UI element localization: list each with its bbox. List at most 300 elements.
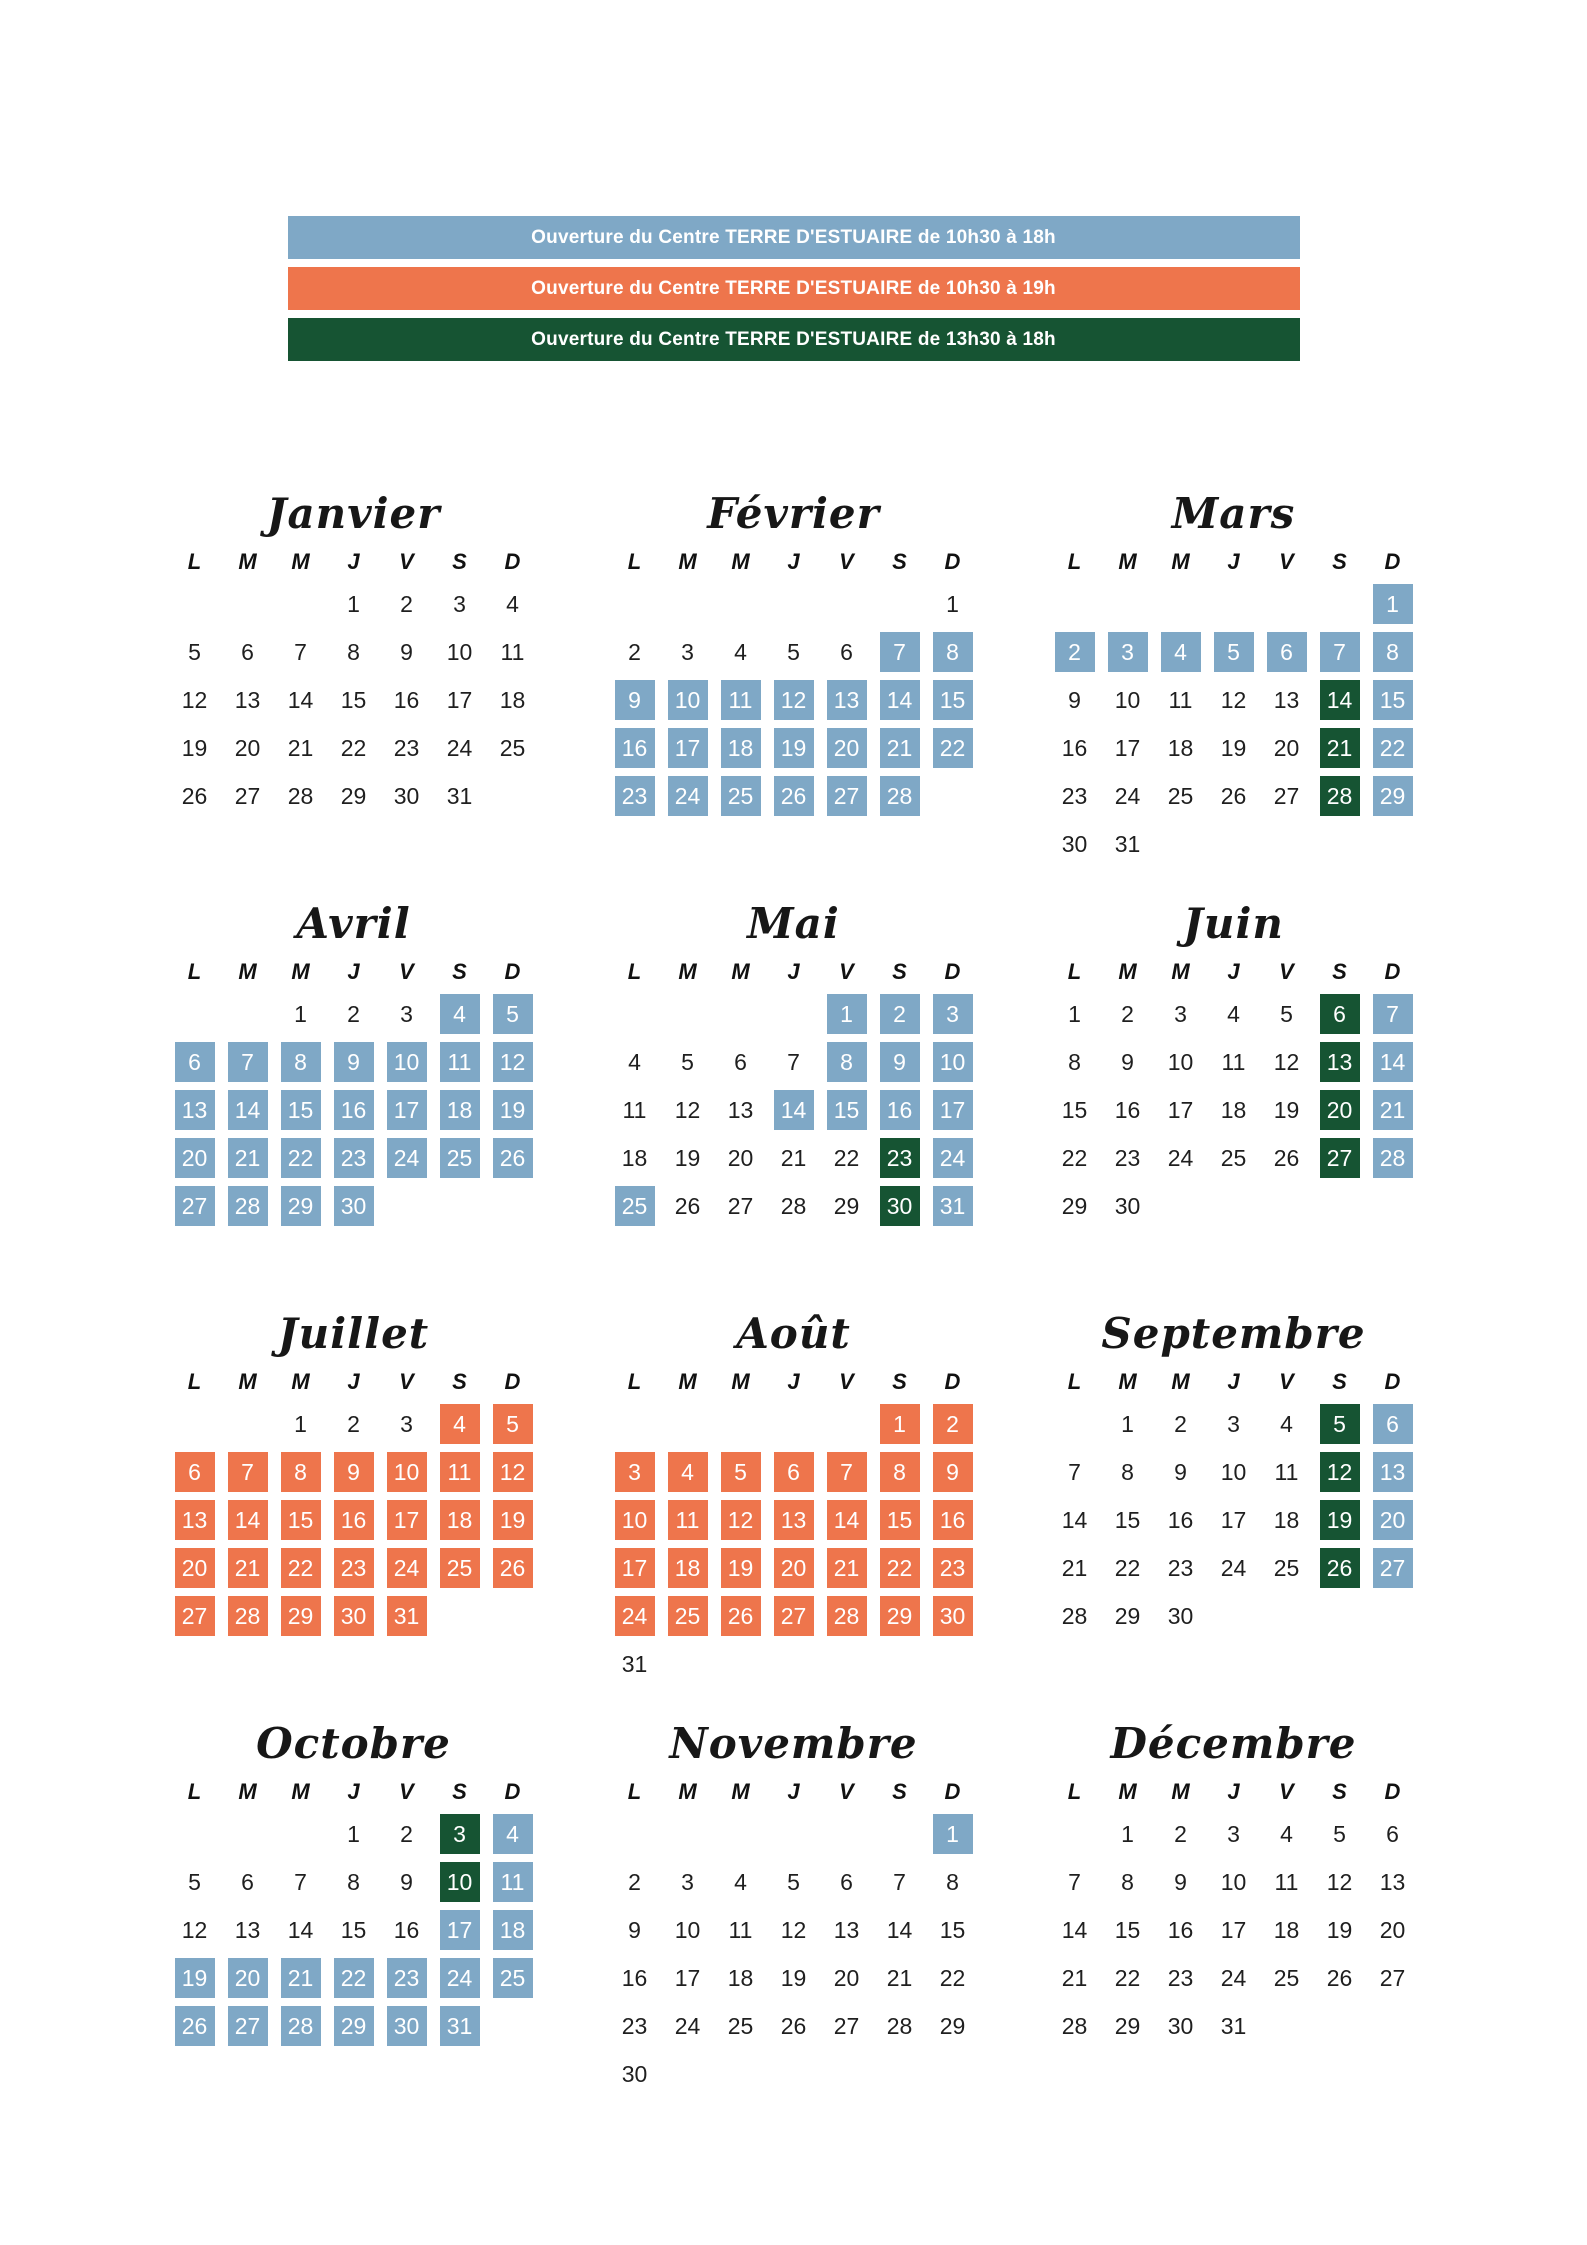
empty-cell xyxy=(1055,1814,1095,1854)
day-cell: 5 xyxy=(188,638,201,665)
day-cell: 12 xyxy=(780,1916,807,1943)
day-cell: 24 xyxy=(933,1138,973,1178)
day-cell: 17 xyxy=(446,686,473,713)
day-cell: 19 xyxy=(780,1964,807,1991)
weekday-header-row xyxy=(175,1370,533,1394)
day-cell: 18 xyxy=(1167,734,1194,761)
empty-cell xyxy=(774,1814,814,1854)
weekday-header: J xyxy=(347,1779,360,1804)
day-cell: 7 xyxy=(294,1868,307,1895)
day-cell: 27 xyxy=(228,2006,268,2046)
day-cell: 14 xyxy=(827,1500,867,1540)
legend-bar-13h30-18h xyxy=(288,318,1300,361)
day-cell: 25 xyxy=(499,734,526,761)
day-cell: 10 xyxy=(668,680,708,720)
day-cell: 12 xyxy=(774,680,814,720)
day-cell: 7 xyxy=(1068,1458,1081,1485)
day-cell: 5 xyxy=(721,1452,761,1492)
day-cell: 16 xyxy=(621,1964,648,1991)
day-cell: 4 xyxy=(628,1048,641,1075)
day-cell: 12 xyxy=(721,1500,761,1540)
day-cell: 22 xyxy=(281,1548,321,1588)
empty-cell xyxy=(721,584,761,624)
day-cell: 3 xyxy=(453,590,466,617)
day-cell: 4 xyxy=(440,1404,480,1444)
legend-label-13h30-18h: Ouverture du Centre TERRE D'ESTUAIRE de 13h30 à 18h xyxy=(531,328,1056,350)
weekday-header: M xyxy=(1118,959,1137,984)
day-cell: 4 xyxy=(1280,1410,1293,1437)
day-cell: 4 xyxy=(668,1452,708,1492)
weekday-header: M xyxy=(238,1779,257,1804)
weekday-header: J xyxy=(1227,1779,1240,1804)
day-cell: 1 xyxy=(347,1820,360,1847)
weekday-header: L xyxy=(187,1369,202,1394)
month-title-mai: Mai xyxy=(747,899,840,948)
day-cell: 17 xyxy=(387,1500,427,1540)
day-cell: 19 xyxy=(493,1090,533,1130)
days-grid xyxy=(1055,1814,1413,2046)
day-cell: 25 xyxy=(668,1596,708,1636)
day-cell: 22 xyxy=(933,728,973,768)
day-cell: 27 xyxy=(727,1192,754,1219)
day-cell: 28 xyxy=(1061,2012,1088,2039)
day-cell: 10 xyxy=(674,1916,701,1943)
day-cell: 20 xyxy=(228,1958,268,1998)
weekday-header: M xyxy=(678,1779,697,1804)
day-cell: 7 xyxy=(827,1452,867,1492)
empty-cell xyxy=(615,584,655,624)
day-cell: 13 xyxy=(833,1916,860,1943)
empty-cell xyxy=(827,1404,867,1444)
day-cell: 10 xyxy=(1220,1868,1247,1895)
empty-cell xyxy=(668,1814,708,1854)
weekday-header: J xyxy=(787,549,800,574)
weekday-header: D xyxy=(504,549,521,574)
day-cell: 27 xyxy=(1373,1548,1413,1588)
day-cell: 9 xyxy=(1174,1458,1187,1485)
day-cell: 18 xyxy=(621,1144,648,1171)
day-cell: 13 xyxy=(827,680,867,720)
empty-cell xyxy=(774,994,814,1034)
empty-cell xyxy=(880,1814,920,1854)
day-cell: 20 xyxy=(1373,1500,1413,1540)
day-cell: 30 xyxy=(393,782,420,809)
day-cell: 1 xyxy=(1121,1820,1134,1847)
weekday-header: V xyxy=(1279,1779,1294,1804)
day-cell: 29 xyxy=(939,2012,966,2039)
day-cell: 2 xyxy=(1121,1000,1134,1027)
day-cell: 1 xyxy=(347,590,360,617)
day-cell: 12 xyxy=(1273,1048,1300,1075)
day-cell: 16 xyxy=(1167,1916,1194,1943)
day-cell: 14 xyxy=(1320,680,1360,720)
day-cell: 24 xyxy=(1167,1144,1194,1171)
day-cell: 30 xyxy=(334,1596,374,1636)
day-cell: 15 xyxy=(933,680,973,720)
weekday-header: L xyxy=(1067,1369,1082,1394)
month-janvier xyxy=(175,486,533,864)
weekday-header: V xyxy=(399,1369,414,1394)
day-cell: 1 xyxy=(1373,584,1413,624)
empty-cell xyxy=(827,584,867,624)
day-cell: 29 xyxy=(833,1192,860,1219)
day-cell: 25 xyxy=(721,776,761,816)
day-cell: 9 xyxy=(880,1042,920,1082)
day-cell: 20 xyxy=(833,1964,860,1991)
empty-cell xyxy=(615,994,655,1034)
day-cell: 8 xyxy=(1373,632,1413,672)
day-cell: 20 xyxy=(175,1138,215,1178)
day-cell: 10 xyxy=(1167,1048,1194,1075)
day-cell: 17 xyxy=(1220,1506,1247,1533)
day-cell: 8 xyxy=(933,632,973,672)
day-cell: 1 xyxy=(294,1410,307,1437)
empty-cell xyxy=(721,1814,761,1854)
empty-cell xyxy=(827,1814,867,1854)
weekday-header-row xyxy=(1055,1780,1413,1804)
day-cell: 9 xyxy=(1174,1868,1187,1895)
day-cell: 26 xyxy=(1220,782,1247,809)
day-cell: 16 xyxy=(334,1090,374,1130)
day-cell: 22 xyxy=(281,1138,321,1178)
weekday-header: J xyxy=(1227,959,1240,984)
day-cell: 9 xyxy=(400,638,413,665)
weekday-header: V xyxy=(399,549,414,574)
day-cell: 30 xyxy=(933,1596,973,1636)
day-cell: 15 xyxy=(1373,680,1413,720)
day-cell: 23 xyxy=(880,1138,920,1178)
weekday-header: M xyxy=(678,549,697,574)
day-cell: 8 xyxy=(1068,1048,1081,1075)
month-juillet xyxy=(175,1306,533,1684)
weekday-header: J xyxy=(347,959,360,984)
weekday-header: M xyxy=(678,959,697,984)
day-cell: 24 xyxy=(1220,1964,1247,1991)
day-cell: 4 xyxy=(506,590,519,617)
day-cell: 26 xyxy=(674,1192,701,1219)
day-cell: 11 xyxy=(728,1916,753,1943)
month-septembre xyxy=(1055,1306,1413,1684)
day-cell: 15 xyxy=(1114,1916,1141,1943)
day-cell: 14 xyxy=(287,1916,314,1943)
day-cell: 25 xyxy=(493,1958,533,1998)
day-cell: 29 xyxy=(1061,1192,1088,1219)
weekday-header: J xyxy=(347,1369,360,1394)
weekday-header: M xyxy=(238,549,257,574)
month-novembre xyxy=(615,1716,973,2094)
day-cell: 26 xyxy=(493,1138,533,1178)
day-cell: 5 xyxy=(493,994,533,1034)
day-cell: 19 xyxy=(181,734,208,761)
day-cell: 29 xyxy=(281,1596,321,1636)
day-cell: 29 xyxy=(281,1186,321,1226)
weekday-header: V xyxy=(1279,1369,1294,1394)
weekday-header: M xyxy=(291,1779,310,1804)
day-cell: 8 xyxy=(827,1042,867,1082)
day-cell: 13 xyxy=(1373,1452,1413,1492)
day-cell: 3 xyxy=(933,994,973,1034)
opening-hours-legend xyxy=(288,216,1300,361)
day-cell: 26 xyxy=(175,2006,215,2046)
day-cell: 18 xyxy=(1273,1916,1300,1943)
day-cell: 10 xyxy=(387,1452,427,1492)
day-cell: 18 xyxy=(727,1964,754,1991)
day-cell: 13 xyxy=(234,1916,261,1943)
day-cell: 6 xyxy=(1320,994,1360,1034)
weekday-header: S xyxy=(1332,959,1347,984)
day-cell: 14 xyxy=(287,686,314,713)
weekday-header: V xyxy=(399,1779,414,1804)
day-cell: 9 xyxy=(1121,1048,1134,1075)
day-cell: 13 xyxy=(175,1500,215,1540)
day-cell: 17 xyxy=(674,1964,701,1991)
weekday-header: L xyxy=(1067,959,1082,984)
weekday-header: M xyxy=(731,959,750,984)
day-cell: 7 xyxy=(880,632,920,672)
weekday-header: M xyxy=(1171,549,1190,574)
day-cell: 31 xyxy=(1114,830,1141,857)
day-cell: 7 xyxy=(1373,994,1413,1034)
day-cell: 12 xyxy=(1320,1452,1360,1492)
day-cell: 22 xyxy=(1114,1554,1141,1581)
days-grid xyxy=(615,994,973,1226)
day-cell: 19 xyxy=(774,728,814,768)
day-cell: 1 xyxy=(933,1814,973,1854)
day-cell: 30 xyxy=(1167,1602,1194,1629)
day-cell: 16 xyxy=(334,1500,374,1540)
weekday-header: L xyxy=(627,1779,642,1804)
days-grid xyxy=(615,1814,973,2094)
day-cell: 30 xyxy=(1114,1192,1141,1219)
day-cell: 11 xyxy=(440,1452,480,1492)
empty-cell xyxy=(1055,584,1095,624)
weekday-header-row xyxy=(1055,960,1413,984)
day-cell: 12 xyxy=(1220,686,1247,713)
day-cell: 5 xyxy=(1214,632,1254,672)
weekday-header: V xyxy=(399,959,414,984)
empty-cell xyxy=(228,584,268,624)
day-cell: 1 xyxy=(880,1404,920,1444)
day-cell: 6 xyxy=(1267,632,1307,672)
day-cell: 16 xyxy=(880,1090,920,1130)
day-cell: 2 xyxy=(628,1868,641,1895)
day-cell: 27 xyxy=(234,782,261,809)
weekday-header: D xyxy=(1384,1779,1401,1804)
day-cell: 21 xyxy=(281,1958,321,1998)
weekday-header: L xyxy=(187,549,202,574)
day-cell: 10 xyxy=(933,1042,973,1082)
day-cell: 4 xyxy=(493,1814,533,1854)
day-cell: 22 xyxy=(334,1958,374,1998)
weekday-header: V xyxy=(839,959,854,984)
day-cell: 8 xyxy=(946,1868,959,1895)
day-cell: 18 xyxy=(440,1090,480,1130)
day-cell: 13 xyxy=(774,1500,814,1540)
weekday-header: M xyxy=(731,1779,750,1804)
day-cell: 25 xyxy=(1273,1964,1300,1991)
weekday-header: L xyxy=(1067,549,1082,574)
weekday-header: V xyxy=(839,1369,854,1394)
weekday-header: M xyxy=(291,549,310,574)
day-cell: 24 xyxy=(440,1958,480,1998)
day-cell: 12 xyxy=(181,686,208,713)
day-cell: 11 xyxy=(721,680,761,720)
empty-cell xyxy=(721,1404,761,1444)
day-cell: 11 xyxy=(1221,1048,1246,1075)
day-cell: 23 xyxy=(1114,1144,1141,1171)
day-cell: 4 xyxy=(734,1868,747,1895)
day-cell: 22 xyxy=(1114,1964,1141,1991)
weekday-header: S xyxy=(892,1369,907,1394)
weekday-header: M xyxy=(291,1369,310,1394)
days-grid xyxy=(175,1404,533,1636)
weekday-header: S xyxy=(1332,549,1347,574)
empty-cell xyxy=(228,1814,268,1854)
empty-cell xyxy=(228,1404,268,1444)
month-juin xyxy=(1055,896,1413,1274)
weekday-header: V xyxy=(839,1779,854,1804)
day-cell: 17 xyxy=(1220,1916,1247,1943)
day-cell: 20 xyxy=(175,1548,215,1588)
day-cell: 12 xyxy=(674,1096,701,1123)
month-octobre xyxy=(175,1716,533,2094)
weekday-header: S xyxy=(452,1369,467,1394)
day-cell: 30 xyxy=(1061,830,1088,857)
weekday-header: M xyxy=(678,1369,697,1394)
day-cell: 15 xyxy=(880,1500,920,1540)
empty-cell xyxy=(668,994,708,1034)
day-cell: 6 xyxy=(241,638,254,665)
day-cell: 30 xyxy=(880,1186,920,1226)
day-cell: 21 xyxy=(780,1144,807,1171)
day-cell: 6 xyxy=(774,1452,814,1492)
day-cell: 31 xyxy=(446,782,473,809)
day-cell: 21 xyxy=(228,1138,268,1178)
day-cell: 17 xyxy=(933,1090,973,1130)
day-cell: 15 xyxy=(281,1090,321,1130)
day-cell: 22 xyxy=(939,1964,966,1991)
weekday-header: M xyxy=(291,959,310,984)
day-cell: 1 xyxy=(946,590,959,617)
day-cell: 5 xyxy=(493,1404,533,1444)
day-cell: 31 xyxy=(933,1186,973,1226)
weekday-header-row xyxy=(175,1780,533,1804)
day-cell: 21 xyxy=(1061,1964,1088,1991)
empty-cell xyxy=(175,1814,215,1854)
day-cell: 24 xyxy=(615,1596,655,1636)
day-cell: 27 xyxy=(827,776,867,816)
weekday-header: L xyxy=(627,959,642,984)
day-cell: 28 xyxy=(281,2006,321,2046)
legend-bar-10h30-19h xyxy=(288,267,1300,310)
day-cell: 22 xyxy=(340,734,367,761)
weekday-header: S xyxy=(452,959,467,984)
day-cell: 28 xyxy=(228,1596,268,1636)
empty-cell xyxy=(1320,584,1360,624)
day-cell: 21 xyxy=(1373,1090,1413,1130)
day-cell: 25 xyxy=(615,1186,655,1226)
empty-cell xyxy=(175,1404,215,1444)
day-cell: 2 xyxy=(1055,632,1095,672)
day-cell: 19 xyxy=(721,1548,761,1588)
weekday-header: M xyxy=(1171,1369,1190,1394)
weekday-header: D xyxy=(1384,1369,1401,1394)
month-mars xyxy=(1055,486,1413,864)
day-cell: 12 xyxy=(181,1916,208,1943)
weekday-header: J xyxy=(347,549,360,574)
day-cell: 6 xyxy=(241,1868,254,1895)
day-cell: 17 xyxy=(668,728,708,768)
month-decembre xyxy=(1055,1716,1413,2094)
weekday-header: L xyxy=(627,549,642,574)
day-cell: 24 xyxy=(446,734,473,761)
day-cell: 14 xyxy=(886,1916,913,1943)
day-cell: 28 xyxy=(780,1192,807,1219)
day-cell: 27 xyxy=(833,2012,860,2039)
day-cell: 24 xyxy=(387,1138,427,1178)
day-cell: 25 xyxy=(1167,782,1194,809)
day-cell: 13 xyxy=(1379,1868,1406,1895)
weekday-header: M xyxy=(1118,549,1137,574)
day-cell: 4 xyxy=(440,994,480,1034)
day-cell: 24 xyxy=(387,1548,427,1588)
day-cell: 19 xyxy=(1326,1916,1353,1943)
day-cell: 11 xyxy=(622,1096,647,1123)
day-cell: 23 xyxy=(615,776,655,816)
day-cell: 29 xyxy=(1373,776,1413,816)
empty-cell xyxy=(774,1404,814,1444)
month-title-juillet: Juillet xyxy=(277,1309,430,1358)
day-cell: 19 xyxy=(175,1958,215,1998)
empty-cell xyxy=(1267,584,1307,624)
weekday-header: L xyxy=(187,1779,202,1804)
day-cell: 14 xyxy=(228,1090,268,1130)
day-cell: 5 xyxy=(1280,1000,1293,1027)
day-cell: 12 xyxy=(493,1042,533,1082)
day-cell: 3 xyxy=(681,1868,694,1895)
empty-cell xyxy=(281,1814,321,1854)
day-cell: 10 xyxy=(387,1042,427,1082)
day-cell: 2 xyxy=(628,638,641,665)
day-cell: 15 xyxy=(340,686,367,713)
weekday-header-row xyxy=(175,960,533,984)
day-cell: 11 xyxy=(440,1042,480,1082)
empty-cell xyxy=(615,1404,655,1444)
weekday-header: S xyxy=(452,549,467,574)
day-cell: 3 xyxy=(1108,632,1148,672)
day-cell: 17 xyxy=(1167,1096,1194,1123)
month-title-juin: Juin xyxy=(1183,899,1284,948)
days-grid xyxy=(175,584,533,816)
weekday-header: D xyxy=(504,1779,521,1804)
empty-cell xyxy=(668,584,708,624)
day-cell: 8 xyxy=(1121,1868,1134,1895)
weekday-header-row xyxy=(615,1370,973,1394)
day-cell: 28 xyxy=(287,782,314,809)
day-cell: 5 xyxy=(1333,1820,1346,1847)
weekday-header-row xyxy=(1055,550,1413,574)
day-cell: 5 xyxy=(681,1048,694,1075)
month-title-fevrier: Février xyxy=(707,489,880,538)
weekday-header-row xyxy=(1055,1370,1413,1394)
day-cell: 17 xyxy=(615,1548,655,1588)
day-cell: 21 xyxy=(1061,1554,1088,1581)
day-cell: 3 xyxy=(400,1000,413,1027)
weekday-header-row xyxy=(615,960,973,984)
day-cell: 23 xyxy=(334,1138,374,1178)
month-aout xyxy=(615,1306,973,1684)
day-cell: 21 xyxy=(827,1548,867,1588)
